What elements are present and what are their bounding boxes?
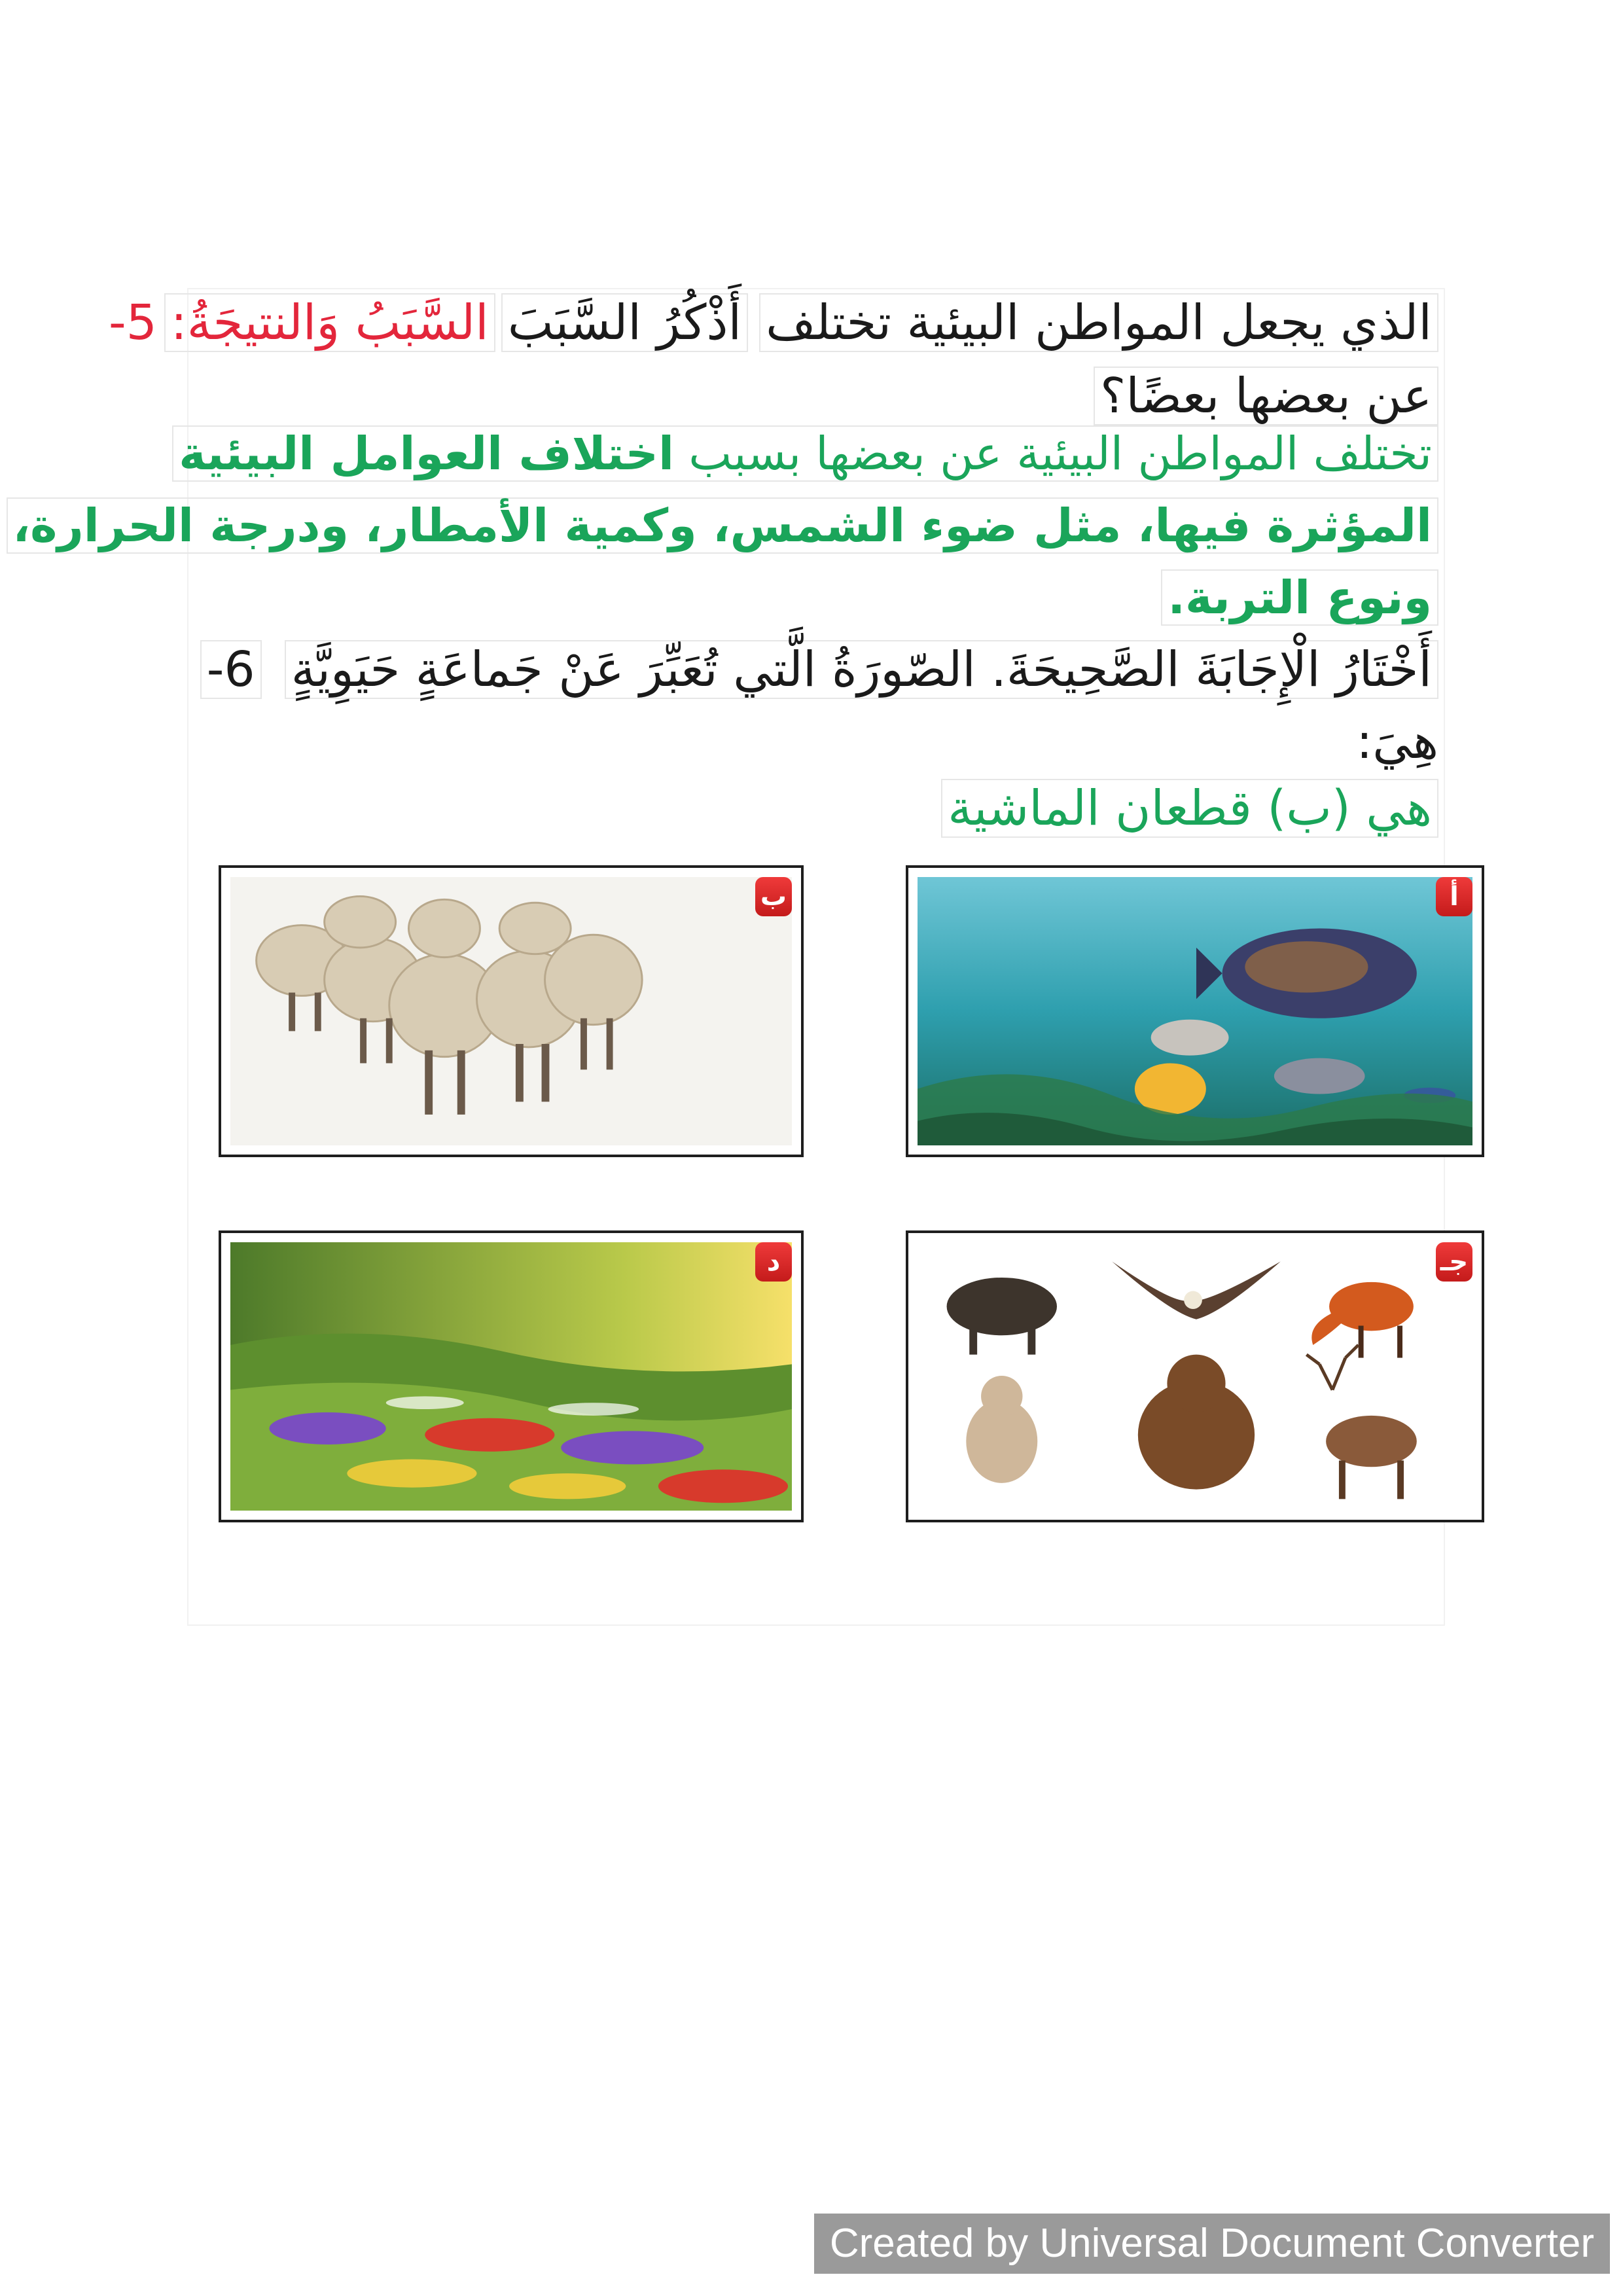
q6-line1 — [200, 640, 1438, 699]
sheep-scene — [230, 877, 792, 1145]
q6-answer-line — [941, 779, 1438, 838]
image-d-badge: د — [755, 1242, 792, 1282]
q5-answer-text: تختلف المواطن البيئية عن بعضها بسبب — [674, 427, 1432, 480]
q5-answer-text-3: ونوع التربة. — [1161, 569, 1438, 626]
q5-answer-line2 — [7, 497, 1439, 554]
q5-answer-text-2: المؤثرة فيها، مثل ضوء الشمس، وكمية الأمطار، ودرجة الحرارة، — [7, 497, 1439, 554]
q5-answer-bold: اختلاف العوامل البيئية — [179, 427, 675, 480]
q5-heading: السَّبَبُ وَالنتيجَةُ: — [164, 293, 495, 352]
q5-answer-part — [172, 425, 1438, 482]
q5-line2 — [1094, 367, 1438, 425]
q5-question-text-2: عن بعضها بعضًا؟ — [1094, 367, 1438, 425]
wild-animals-svg — [918, 1242, 1472, 1511]
q5-answer-line3 — [1161, 569, 1438, 626]
wild-animals-scene — [918, 1242, 1472, 1511]
wild-animals-image[interactable] — [906, 1230, 1484, 1522]
q6-question-text: أَخْتَارُ الْإِجَابَةَ الصَّحِيحَةَ. الصّورَةُ الَّتي تُعَبِّرَ عَنْ جَماعَةٍ حَيَوِيَّةٍ — [285, 640, 1438, 699]
flower-garden-svg — [230, 1242, 792, 1511]
flower-garden-image[interactable] — [219, 1230, 804, 1522]
fish-reef-svg — [918, 877, 1472, 1145]
q5-question-text: الذي يجعل المواطن البيئية تختلف — [759, 293, 1438, 352]
q5-number: 5- — [108, 295, 157, 351]
converter-footer: Created by Universal Document Converter — [814, 2214, 1610, 2274]
q6-line2 — [1356, 713, 1438, 770]
image-b-badge: ب — [755, 877, 792, 916]
flower-garden-scene — [230, 1242, 792, 1511]
fish-reef-image[interactable] — [906, 865, 1484, 1157]
q6-number: 6- — [200, 640, 262, 699]
image-a-badge: أ — [1436, 877, 1472, 916]
q5-instruction: أَذْكُرُ السَّبَبَ — [501, 293, 748, 352]
sheep-flock-image[interactable] — [219, 865, 804, 1157]
q6-answer: هي (ب) قطعان الماشية — [941, 779, 1438, 838]
sheep-svg — [230, 877, 792, 1145]
image-c-badge: جـ — [1436, 1242, 1472, 1282]
q6-question-text-2: هِيَ: — [1356, 713, 1438, 770]
fish-reef-scene — [918, 877, 1472, 1145]
q5-answer-line1 — [172, 425, 1438, 482]
q5-line1 — [109, 293, 1438, 352]
